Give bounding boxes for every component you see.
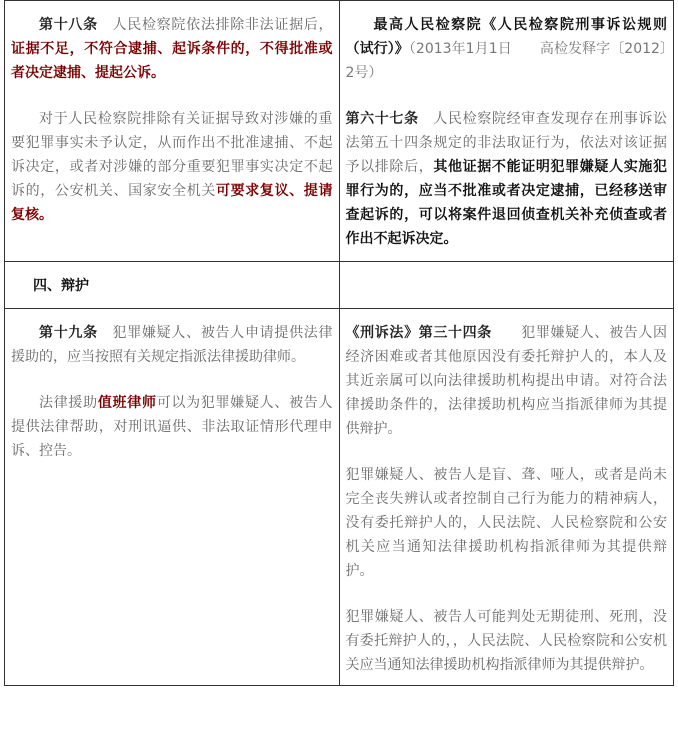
section-heading-cell (5, 262, 340, 309)
emphasized-text: 证据不足，不符合逮捕、起诉条件的，不得批准或者决定逮捕、提起公诉。 (11, 41, 333, 81)
paragraph-text: 犯罪嫌疑人、被告人是盲、聋、哑人，或者是尚未完全丧失辨认或者控制自己行为能力的精神病人，没有委托辩护人的，人民法院、人民检察院和公安机关应当通知法律援助机构指派律师为其提供辩护。 (345, 467, 667, 579)
paragraph (346, 13, 668, 85)
paragraph-text: 人民检察院经审查发现存在刑事诉讼法第五十四条规定的非法取证行为，依法对该证据予以排除后， (345, 111, 668, 175)
paragraph (11, 107, 333, 227)
paragraph (346, 107, 668, 251)
empty-cell (339, 262, 674, 309)
paragraph (11, 391, 333, 463)
paragraph-text: 犯罪嫌疑人、被告人因经济困难或者其他原因没有委托辩护人的，本人及其近亲属可以向法律援助机构提出申请。对符合法律援助条件的，法律援助机构应当指派律师为其提供辩护。 (345, 325, 668, 437)
paragraph-text: 对于人民检察院排除有关证据导致对涉嫌的重要犯罪事实未予认定，从而作出不批准逮捕、不起诉决定，或者对涉嫌的部分重要犯罪事实决定不起诉的，公安机关、国家安全机关 (11, 111, 333, 199)
cell-left (5, 1, 340, 262)
table-row (5, 1, 674, 262)
comparison-table (4, 0, 674, 686)
paragraph (346, 463, 668, 583)
document-reference: （2013年1月1日 高检发释字〔2012〕2号） (345, 41, 667, 81)
paragraph (11, 321, 333, 369)
paragraph (346, 321, 668, 441)
emphasized-text: 值班律师 (97, 395, 157, 411)
emphasized-text: 可要求复议、提请复核。 (11, 183, 333, 223)
paragraph-text: 人民检察院依法排除非法证据后， (97, 17, 333, 33)
paragraph (11, 13, 333, 85)
source-title: 最高人民检察院《人民检察院刑事诉讼规则（试行）》 (345, 17, 667, 57)
paragraph (346, 605, 668, 677)
paragraph-text: 可以为犯罪嫌疑人、被告人提供法律帮助，对刑讯逼供、非法取证情形代理申诉、控告。 (11, 395, 333, 459)
section-title: 四、辩护 (33, 278, 89, 294)
paragraph-text: 犯罪嫌疑人、被告人可能判处无期徒刑、死刑，没有委托辩护人的，，人民法院、人民检察院和公安机关应当通知法律援助机构指派律师为其提供辩护。 (345, 609, 667, 673)
table-row (5, 262, 674, 309)
article-number: 第六十七条 (345, 111, 419, 127)
table-row (5, 309, 674, 686)
paragraph-text: 犯罪嫌疑人、被告人申请提供法律援助的，应当按照有关规定指派法律援助律师。 (11, 325, 333, 365)
article-number: 第十九条 (39, 325, 98, 341)
paragraph-text: 法律援助 (39, 395, 98, 411)
article-number: 《刑诉法》第三十四条 (345, 325, 492, 341)
cell-right (339, 1, 674, 262)
article-number: 第十八条 (39, 17, 98, 33)
cell-right (339, 309, 674, 686)
emphasized-text: 其他证据不能证明犯罪嫌疑人实施犯罪行为的，应当不批准或者决定逮捕，已经移送审查起诉的，可以将案件退回侦查机关补充侦查或者作出不起诉决定。 (345, 159, 668, 247)
cell-left (5, 309, 340, 686)
